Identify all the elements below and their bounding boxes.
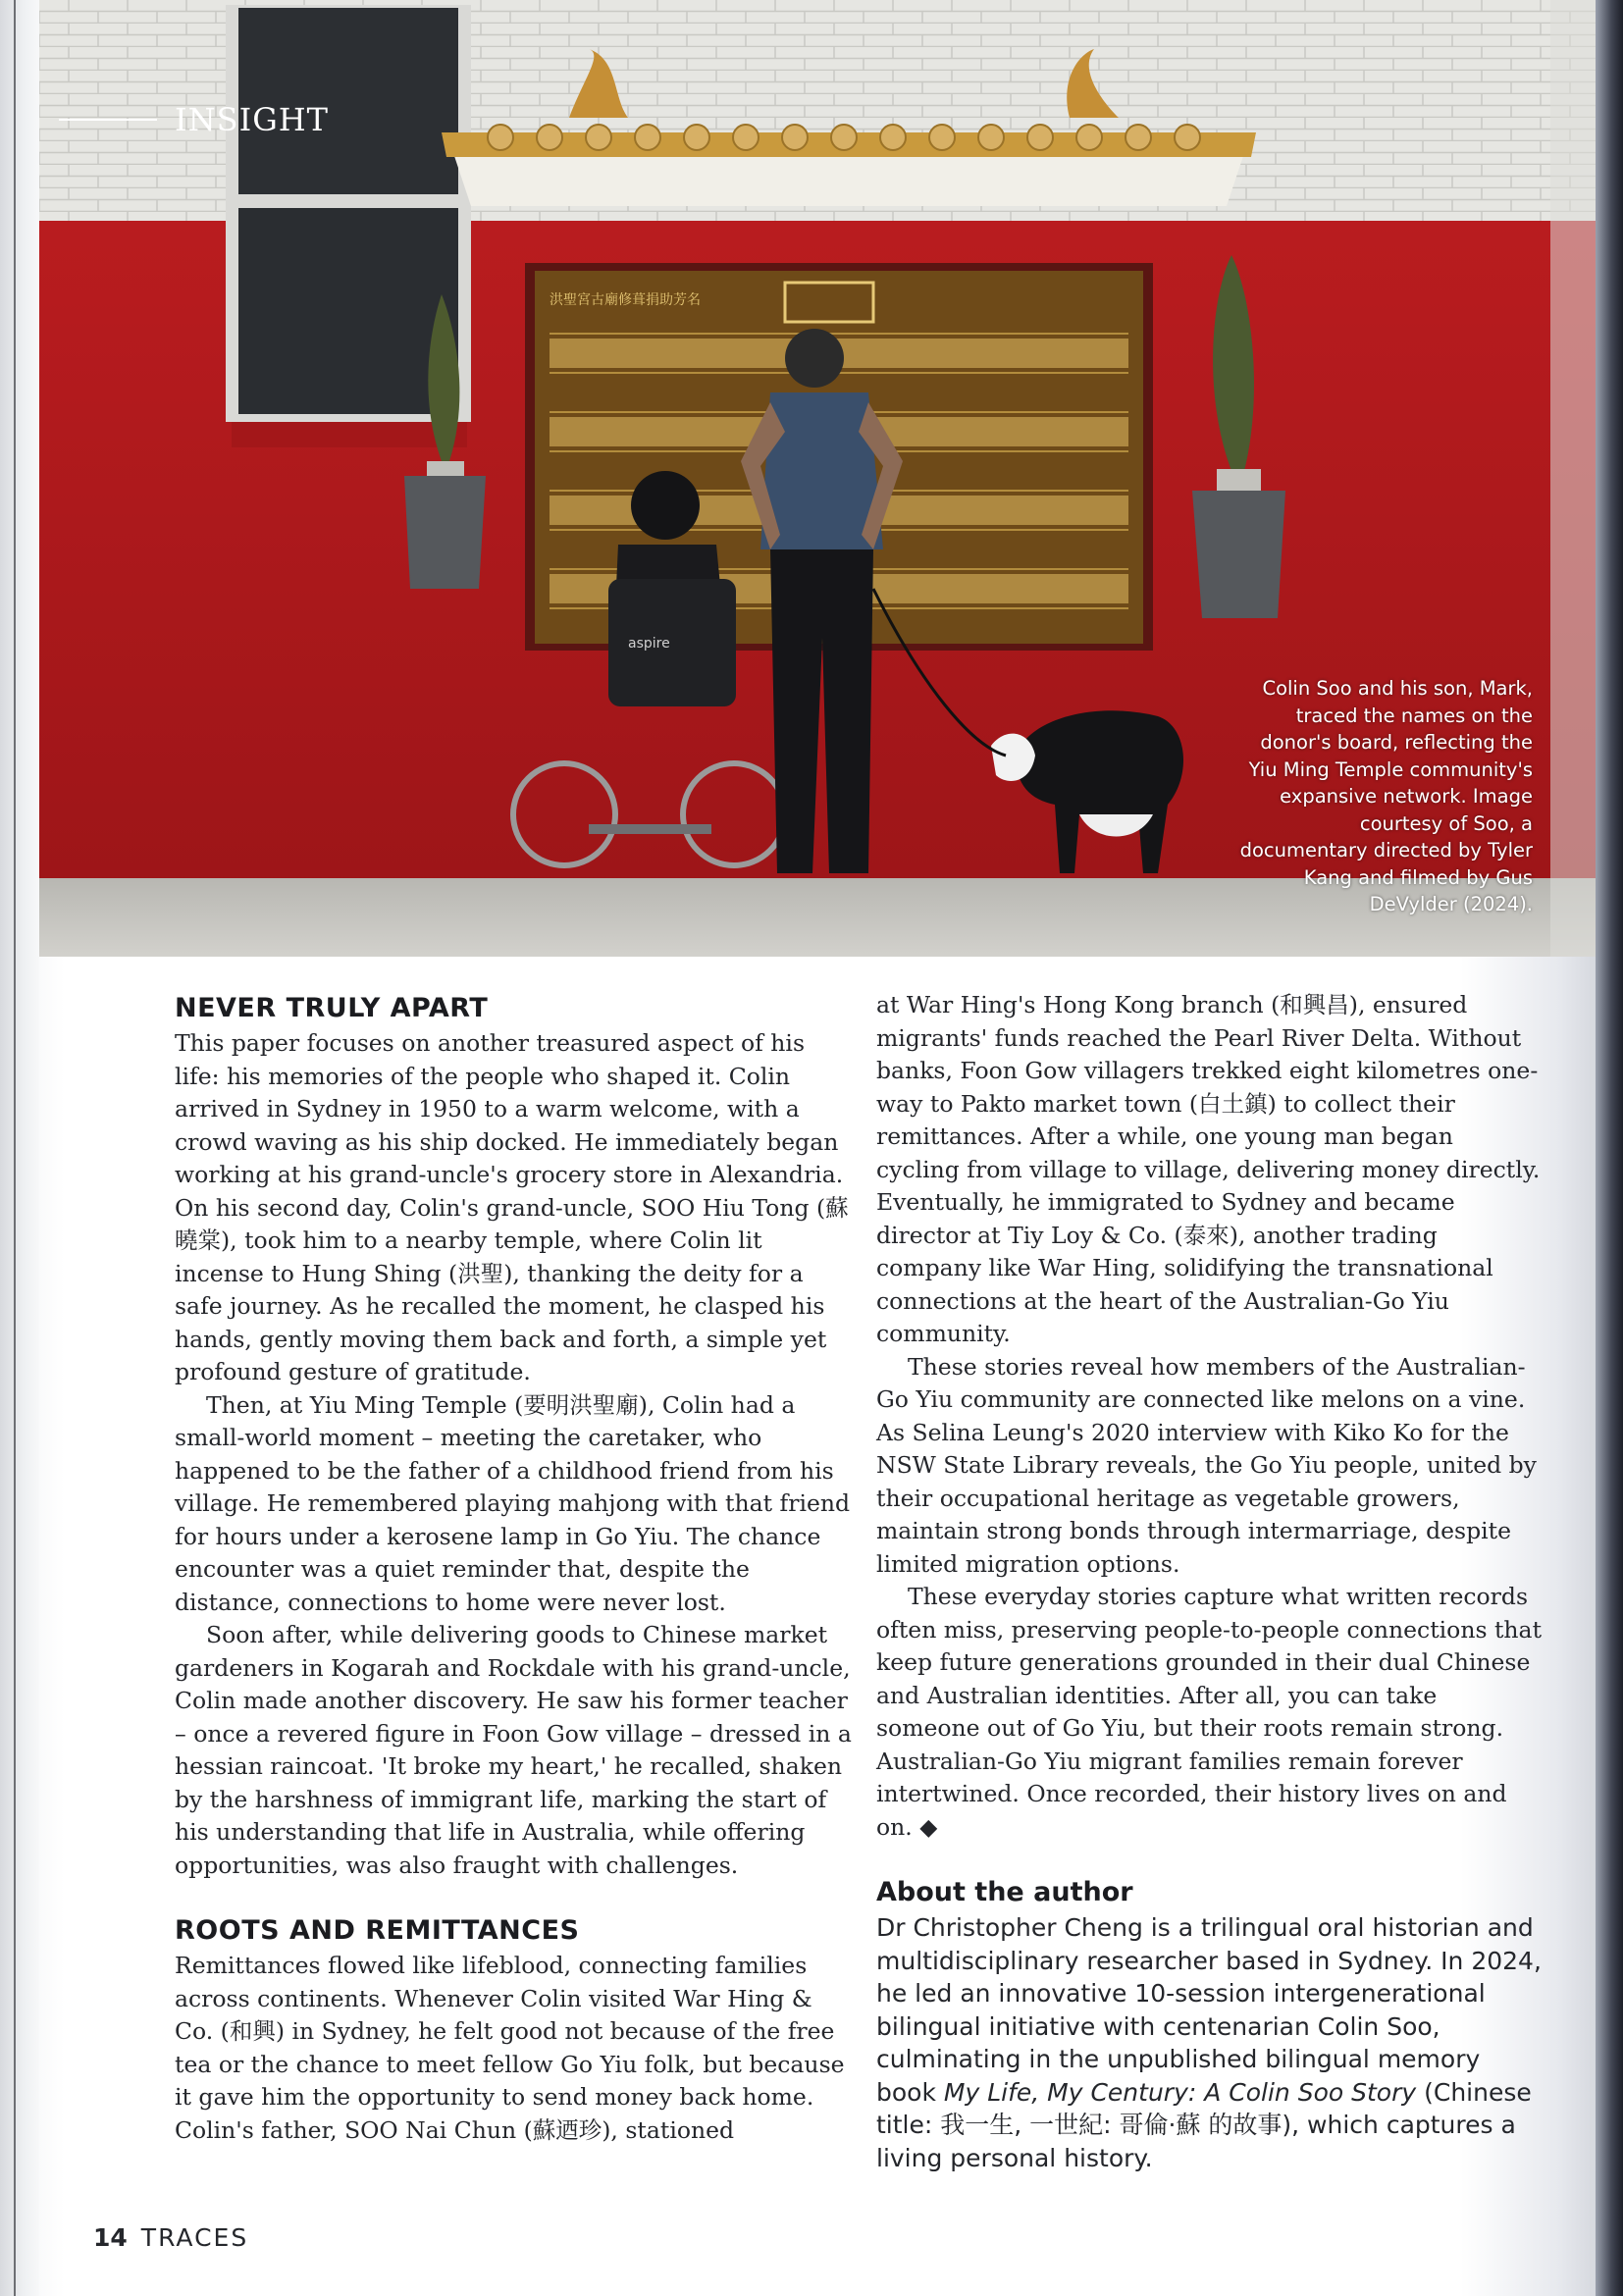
section-body-roots-and-remittances	[175, 1950, 852, 2147]
page-number: 14	[93, 2223, 128, 2252]
section-tag	[59, 100, 329, 139]
book-title: My Life, My Century: A Colin Soo Story	[943, 2077, 1417, 2107]
board-title: 洪聖宮古廟修葺捐助芳名	[550, 292, 701, 308]
article-column-left	[175, 993, 852, 2147]
paragraph-flow-start: Remittances flowed like lifeblood, connecting families across continents. Whenever Colin visited War Hing & Co. (和興) in Sydney, he felt good not because of the free tea or the chance to meet fellow Go Yiu folk, but because it gave him the opportunity to send money back home. Colin's father, SOO Nai Chun (蘇迺珍), stationed	[175, 1952, 845, 2144]
author-heading: About the author	[876, 1877, 1133, 1907]
wheelchair-brand: aspire	[628, 636, 670, 652]
article-column-right	[876, 989, 1544, 2174]
author-bio-end: (Chinese title: 我一生, 一世紀: 哥倫·蘇 的故事), which captures a living personal history.	[876, 2077, 1532, 2172]
section-heading-never-truly-apart: NEVER TRULY APART	[175, 993, 489, 1023]
paragraph: These everyday stories capture what written records often miss, preserving people-to-people connections that keep future generations grounded in their dual Chinese and Australian identities. After all, you can take someone out of Go Yiu, but their roots remain strong. Australian-Go Yiu migrant families remain forever intertwined. Once recorded, their history lives on and on. ◆	[876, 1583, 1543, 1841]
author-bio-start: Dr Christopher Cheng is a trilingual oral historian and multidisciplinary researcher based in Sydney. In 2024, he led an innovative 10-session intergenerational bilingual initiative with centenarian Colin Soo, culminating in the unpublished bilingual memory book	[876, 1913, 1542, 2107]
section-tag-rule	[59, 119, 157, 121]
page-edge	[1596, 0, 1623, 2296]
paragraph: Soon after, while delivering goods to Chinese market gardeners in Kogarah and Rockdale with his grand-uncle, Colin made another discovery. He saw his former teacher – once a revered figure in Foon Gow village – dressed in a hessian raincoat. 'It broke my heart,' he recalled, shaken by the harshness of immigrant life, marking the start of his understanding that life in Australia, while offering opportunities, was also fraught with challenges.	[175, 1621, 852, 1879]
page-binding	[0, 0, 39, 2296]
page-footer	[93, 2223, 248, 2252]
photo-caption: Colin Soo and his son, Mark, traced the names on the donor's board, reflecting the Yiu Ming Temple community's expansive network. Image courtesy of Soo, a documentary directed by Tyler Kang and filmed by Gus DeVylder (2024).	[1239, 677, 1533, 915]
section-body-continued	[876, 989, 1544, 1844]
paragraph: Then, at Yiu Ming Temple (要明洪聖廟), Colin had a small-world moment – meeting the caretaker, who happened to be the father of a childhood friend from his village. He remembered playing mahjong with that friend for hours under a kerosene lamp in Go Yiu. The chance encounter was a quiet reminder that, despite the distance, connections to home were never lost.	[175, 1390, 851, 1616]
paragraph: This paper focuses on another treasured aspect of his life: his memories of the people who shaped it. Colin arrived in Sydney in 1950 to a warm welcome, with a crowd waving as his ship docked. He immediately began working at his grand-uncle's grocery store in Alexandria. On his second day, Colin's grand-uncle, SOO Hiu Tong (蘇曉棠), took him to a nearby temple, where Colin lit incense to Hung Shing (洪聖), thanking the deity for a safe journey. As he recalled the moment, he clasped his hands, gently moving them back and forth, a simple yet profound gesture of gratitude.	[175, 1029, 849, 1385]
publication-name: TRACES	[140, 2223, 249, 2252]
author-bio	[876, 1911, 1544, 2174]
paragraph: These stories reveal how members of the Australian-Go Yiu community are connected like melons on a vine. As Selina Leung's 2020 interview with Kiko Ko for the NSW State Library reveals, the Go Yiu people, united by their occupational heritage as vegetable growers, maintain strong bonds through intermarriage, despite limited migration options.	[876, 1352, 1537, 1578]
section-body-never-truly-apart	[175, 1027, 852, 1882]
paragraph-flow-continued: at War Hing's Hong Kong branch (和興昌), ensured migrants' funds reached the Pearl River Delta. Without banks, Foon Gow villagers trekked eight kilometres one-way to Pakto market town (白土鎮) to collect their remittances. After a while, one young man began cycling from village to village, delivering money directly. Eventually, he immigrated to Sydney and became director at Tiy Loy & Co. (泰來), another trading company like War Hing, solidifying the transnational connections at the heart of the Australian-Go Yiu community.	[876, 991, 1541, 1347]
section-label: INSIGHT	[175, 101, 330, 138]
article-photo	[39, 0, 1599, 957]
section-heading-roots-and-remittances: ROOTS AND REMITTANCES	[175, 1915, 580, 1946]
